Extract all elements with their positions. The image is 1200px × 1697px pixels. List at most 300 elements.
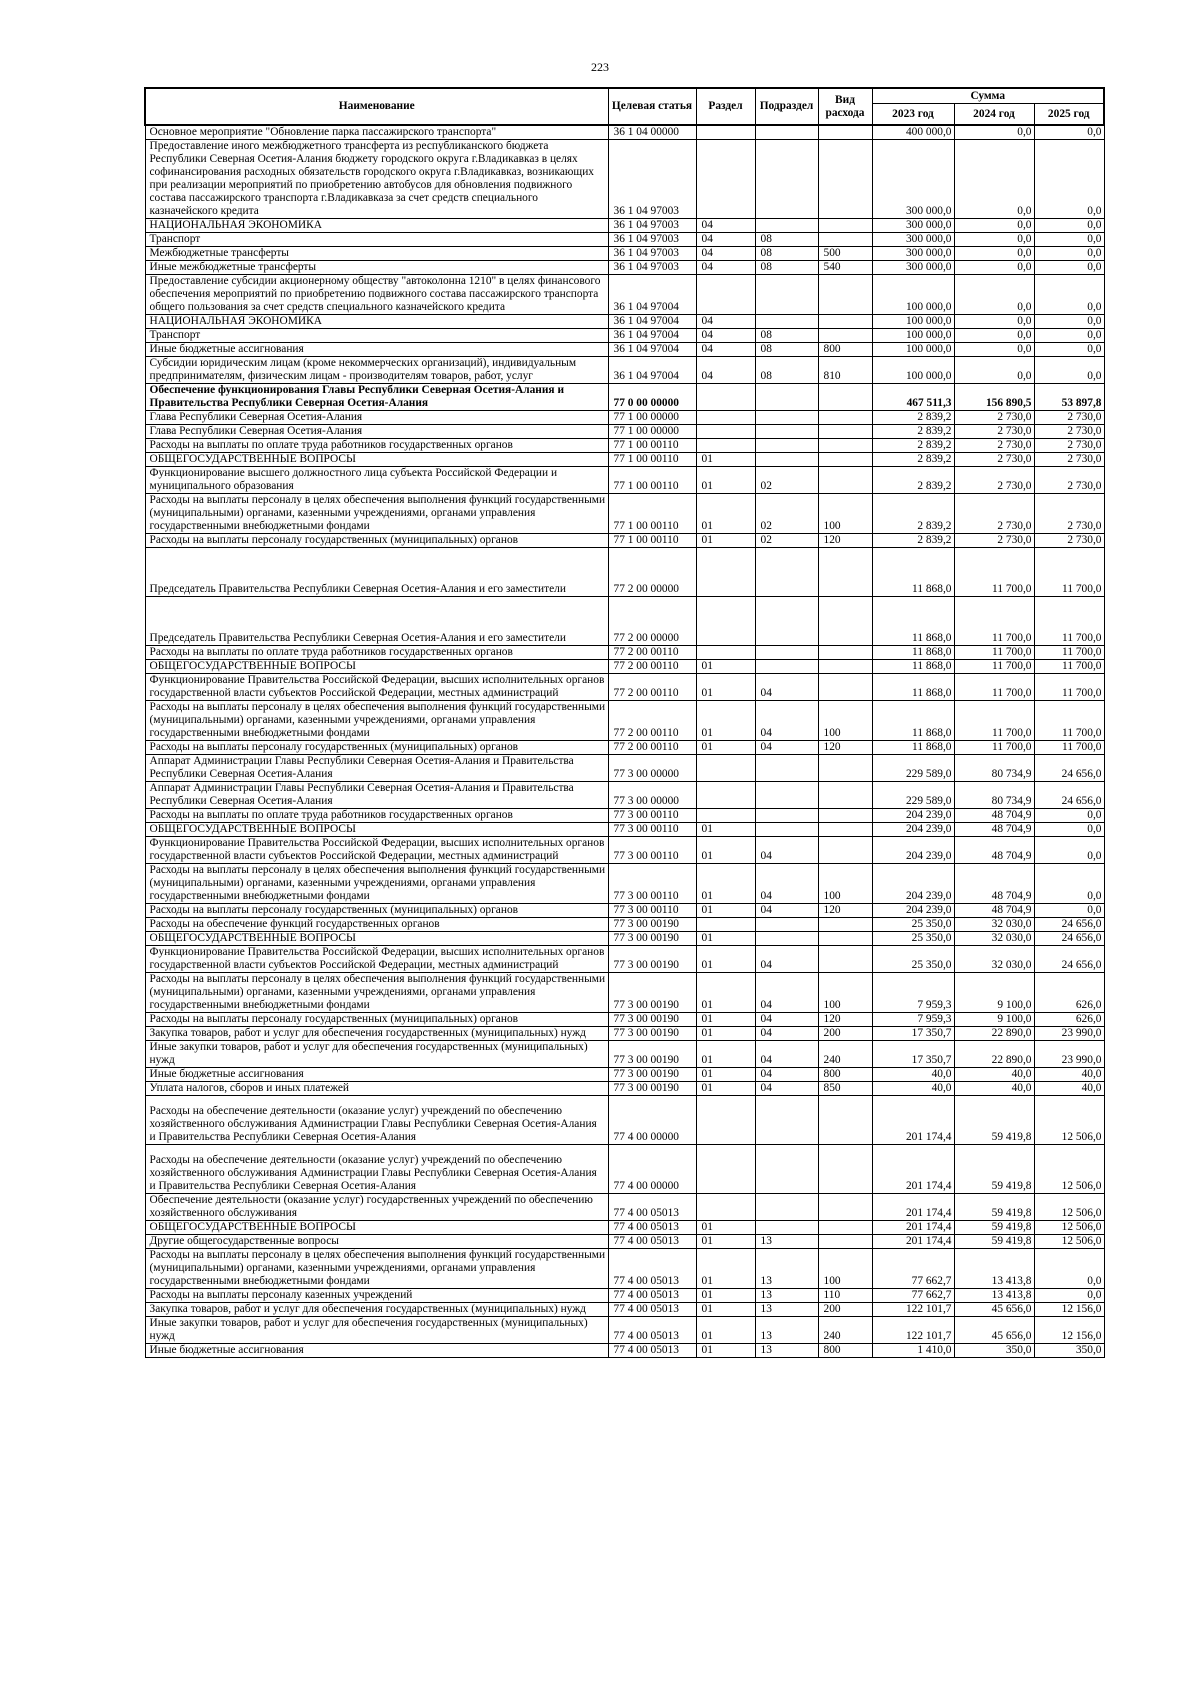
- amount-2023: 300 000,0: [872, 247, 954, 261]
- expense-type-code: [818, 946, 872, 973]
- section-code: 01: [696, 1041, 755, 1068]
- amount-2024: 11 700,0: [954, 597, 1034, 646]
- row-name: Иные закупки товаров, работ и услуг для обеспечения государственных (муниципальных) нужд: [145, 1041, 608, 1068]
- expense-type-code: 120: [818, 534, 872, 548]
- table-row: [145, 315, 1104, 329]
- subsection-code: [755, 1145, 818, 1194]
- amount-2025: 53 897,8: [1034, 384, 1104, 411]
- section-code: [696, 597, 755, 646]
- table-row: [145, 548, 1104, 597]
- table-row: [145, 1235, 1104, 1249]
- target-code: 77 2 00 00110: [608, 701, 696, 741]
- subsection-code: [755, 548, 818, 597]
- amount-2023: 201 174,4: [872, 1221, 954, 1235]
- amount-2025: 2 730,0: [1034, 411, 1104, 425]
- table-row: [145, 467, 1104, 494]
- table-row: [145, 1344, 1104, 1358]
- amount-2023: 2 839,2: [872, 439, 954, 453]
- amount-2025: 626,0: [1034, 1013, 1104, 1027]
- amount-2024: 48 704,9: [954, 864, 1034, 904]
- expense-type-code: [818, 233, 872, 247]
- table-row: [145, 140, 1104, 219]
- table-row: [145, 701, 1104, 741]
- target-code: 77 2 00 00110: [608, 674, 696, 701]
- expense-type-code: [818, 823, 872, 837]
- expense-type-code: [818, 439, 872, 453]
- amount-2023: 40,0: [872, 1082, 954, 1096]
- row-name: Закупка товаров, работ и услуг для обеспечения государственных (муниципальных) нужд: [145, 1027, 608, 1041]
- section-code: 01: [696, 1027, 755, 1041]
- amount-2024: 22 890,0: [954, 1027, 1034, 1041]
- amount-2025: 12 506,0: [1034, 1145, 1104, 1194]
- table-row: [145, 918, 1104, 932]
- table-row: [145, 660, 1104, 674]
- row-name: Функционирование Правительства Российской Федерации, высших исполнительных органов государственной власти субъектов Российской Федерации, местных администраций: [145, 946, 608, 973]
- row-name: Обеспечение функционирования Главы Республики Северная Осетия-Алания и Правительства Республики Северная Осетия-Алания: [145, 384, 608, 411]
- target-code: 77 3 00 00190: [608, 1027, 696, 1041]
- expense-type-code: [818, 140, 872, 219]
- expense-type-code: 100: [818, 494, 872, 534]
- row-name: Расходы на обеспечение функций государственных органов: [145, 918, 608, 932]
- row-name: Расходы на выплаты персоналу в целях обеспечения выполнения функций государственными (муниципальными) органами, казенными учреждениями, органами управления государственными внебюджетными фондами: [145, 494, 608, 534]
- amount-2024: 59 419,8: [954, 1221, 1034, 1235]
- table-row: [145, 275, 1104, 315]
- amount-2025: 11 700,0: [1034, 660, 1104, 674]
- amount-2024: 2 730,0: [954, 439, 1034, 453]
- target-code: 77 4 00 00000: [608, 1145, 696, 1194]
- amount-2025: 2 730,0: [1034, 534, 1104, 548]
- amount-2023: 11 868,0: [872, 548, 954, 597]
- subsection-code: [755, 918, 818, 932]
- target-code: 77 4 00 05013: [608, 1303, 696, 1317]
- expense-type-code: [818, 1194, 872, 1221]
- expense-type-code: [818, 1235, 872, 1249]
- table-row: [145, 411, 1104, 425]
- amount-2024: 0,0: [954, 343, 1034, 357]
- table-row: [145, 125, 1104, 140]
- row-name: Аппарат Администрации Главы Республики Северная Осетия-Алания и Правительства Республики Северная Осетия-Алания: [145, 755, 608, 782]
- section-code: [696, 1194, 755, 1221]
- row-name: Расходы на выплаты персоналу государственных (муниципальных) органов: [145, 1013, 608, 1027]
- amount-2024: 0,0: [954, 140, 1034, 219]
- amount-2023: 122 101,7: [872, 1317, 954, 1344]
- amount-2025: 0,0: [1034, 219, 1104, 233]
- amount-2024: 9 100,0: [954, 1013, 1034, 1027]
- expense-type-code: 850: [818, 1082, 872, 1096]
- target-code: 77 2 00 00000: [608, 597, 696, 646]
- amount-2023: 11 868,0: [872, 674, 954, 701]
- amount-2023: 100 000,0: [872, 343, 954, 357]
- section-code: [696, 125, 755, 140]
- target-code: 77 3 00 00000: [608, 782, 696, 809]
- section-code: 01: [696, 1221, 755, 1235]
- amount-2023: 201 174,4: [872, 1096, 954, 1145]
- row-name: Расходы на выплаты персоналу в целях обеспечения выполнения функций государственными (муниципальными) органами, казенными учреждениями, органами управления государственными внебюджетными фондами: [145, 973, 608, 1013]
- row-name: ОБЩЕГОСУДАРСТВЕННЫЕ ВОПРОСЫ: [145, 823, 608, 837]
- amount-2024: 2 730,0: [954, 467, 1034, 494]
- amount-2024: 45 656,0: [954, 1303, 1034, 1317]
- amount-2025: 11 700,0: [1034, 597, 1104, 646]
- amount-2025: 0,0: [1034, 823, 1104, 837]
- subsection-code: 04: [755, 1041, 818, 1068]
- target-code: 77 3 00 00190: [608, 918, 696, 932]
- target-code: 77 4 00 05013: [608, 1344, 696, 1358]
- subsection-code: [755, 1221, 818, 1235]
- section-code: 01: [696, 741, 755, 755]
- amount-2023: 100 000,0: [872, 329, 954, 343]
- amount-2024: 11 700,0: [954, 701, 1034, 741]
- amount-2024: 156 890,5: [954, 384, 1034, 411]
- expense-type-code: [818, 755, 872, 782]
- amount-2025: 24 656,0: [1034, 946, 1104, 973]
- section-code: [696, 809, 755, 823]
- table-row: [145, 1027, 1104, 1041]
- row-name: Расходы на выплаты персоналу казенных учреждений: [145, 1289, 608, 1303]
- table-row: [145, 646, 1104, 660]
- amount-2025: 0,0: [1034, 864, 1104, 904]
- section-code: 04: [696, 329, 755, 343]
- target-code: 77 4 00 05013: [608, 1235, 696, 1249]
- target-code: 77 1 00 00000: [608, 411, 696, 425]
- amount-2023: 11 868,0: [872, 701, 954, 741]
- row-name: ОБЩЕГОСУДАРСТВЕННЫЕ ВОПРОСЫ: [145, 932, 608, 946]
- amount-2025: 24 656,0: [1034, 918, 1104, 932]
- amount-2024: 0,0: [954, 315, 1034, 329]
- expense-type-code: 500: [818, 247, 872, 261]
- subsection-code: 13: [755, 1344, 818, 1358]
- amount-2024: 0,0: [954, 357, 1034, 384]
- table-row: [145, 534, 1104, 548]
- amount-2023: 229 589,0: [872, 755, 954, 782]
- subsection-code: [755, 597, 818, 646]
- target-code: 77 1 00 00110: [608, 453, 696, 467]
- amount-2025: 11 700,0: [1034, 548, 1104, 597]
- section-code: 04: [696, 343, 755, 357]
- table-row: [145, 425, 1104, 439]
- section-code: 04: [696, 315, 755, 329]
- amount-2023: 2 839,2: [872, 534, 954, 548]
- section-code: 01: [696, 534, 755, 548]
- subsection-code: [755, 315, 818, 329]
- row-name: Предоставление иного межбюджетного трансферта из республиканского бюджета Республики Северная Осетия-Алания бюджету городского округа г.Владикавказ в целях софинансирования расходных обязательств городского округа г.Владикавказ, возникающих при реализации мероприятий по приобретению автобусов для обновления подвижного состава пассажирского транспорта г.Владикавказа за счет средств специального казначейского кредита: [145, 140, 608, 219]
- row-name: Уплата налогов, сборов и иных платежей: [145, 1082, 608, 1096]
- section-code: 01: [696, 1303, 755, 1317]
- expense-type-code: [818, 548, 872, 597]
- section-code: 01: [696, 674, 755, 701]
- row-name: Другие общегосударственные вопросы: [145, 1235, 608, 1249]
- subsection-code: [755, 755, 818, 782]
- amount-2023: 11 868,0: [872, 597, 954, 646]
- table-row: [145, 329, 1104, 343]
- amount-2025: 40,0: [1034, 1068, 1104, 1082]
- target-code: 77 0 00 00000: [608, 384, 696, 411]
- table-row: [145, 1145, 1104, 1194]
- target-code: 77 3 00 00000: [608, 755, 696, 782]
- amount-2023: 300 000,0: [872, 261, 954, 275]
- amount-2025: 626,0: [1034, 973, 1104, 1013]
- expense-type-code: [818, 125, 872, 140]
- subsection-code: 02: [755, 494, 818, 534]
- subsection-code: [755, 1096, 818, 1145]
- target-code: 77 2 00 00110: [608, 646, 696, 660]
- subsection-code: 04: [755, 973, 818, 1013]
- subsection-code: 04: [755, 1013, 818, 1027]
- amount-2024: 11 700,0: [954, 548, 1034, 597]
- table-row: [145, 1317, 1104, 1344]
- row-name: Расходы на выплаты персоналу государственных (муниципальных) органов: [145, 534, 608, 548]
- expense-type-code: 240: [818, 1317, 872, 1344]
- row-name: Расходы на выплаты персоналу в целях обеспечения выполнения функций государственными (муниципальными) органами, казенными учреждениями, органами управления государственными внебюджетными фондами: [145, 864, 608, 904]
- target-code: 36 1 04 97003: [608, 233, 696, 247]
- expense-type-code: [818, 329, 872, 343]
- amount-2024: 45 656,0: [954, 1317, 1034, 1344]
- section-code: 04: [696, 261, 755, 275]
- amount-2024: 0,0: [954, 125, 1034, 140]
- table-row: [145, 809, 1104, 823]
- subsection-code: [755, 809, 818, 823]
- row-name: Расходы на выплаты персоналу в целях обеспечения выполнения функций государственными (муниципальными) органами, казенными учреждениями, органами управления государственными внебюджетными фондами: [145, 1249, 608, 1289]
- section-code: 01: [696, 973, 755, 1013]
- row-name: Предоставление субсидии акционерному обществу "автоколонна 1210" в целях финансового обеспечения мероприятий по приобретению подвижного состава пассажирского транспорта общего пользования за счет средств специального казначейского кредита: [145, 275, 608, 315]
- section-code: [696, 548, 755, 597]
- amount-2023: 400 000,0: [872, 125, 954, 140]
- amount-2025: 12 506,0: [1034, 1096, 1104, 1145]
- row-name: ОБЩЕГОСУДАРСТВЕННЫЕ ВОПРОСЫ: [145, 660, 608, 674]
- target-code: 36 1 04 97003: [608, 247, 696, 261]
- amount-2025: 11 700,0: [1034, 674, 1104, 701]
- amount-2025: 11 700,0: [1034, 701, 1104, 741]
- amount-2025: 350,0: [1034, 1344, 1104, 1358]
- section-code: 01: [696, 904, 755, 918]
- expense-type-code: [818, 837, 872, 864]
- expense-type-code: 800: [818, 1344, 872, 1358]
- section-code: 04: [696, 357, 755, 384]
- section-code: [696, 140, 755, 219]
- table-row: [145, 233, 1104, 247]
- amount-2024: 2 730,0: [954, 411, 1034, 425]
- header-2023: 2023 год: [872, 104, 954, 126]
- amount-2023: 467 511,3: [872, 384, 954, 411]
- table-row: [145, 755, 1104, 782]
- subsection-code: [755, 411, 818, 425]
- amount-2024: 80 734,9: [954, 755, 1034, 782]
- subsection-code: 08: [755, 261, 818, 275]
- expense-type-code: 100: [818, 1249, 872, 1289]
- subsection-code: 04: [755, 701, 818, 741]
- expense-type-code: [818, 674, 872, 701]
- amount-2023: 17 350,7: [872, 1027, 954, 1041]
- target-code: 36 1 04 97004: [608, 275, 696, 315]
- expense-type-code: [818, 275, 872, 315]
- table-row: [145, 597, 1104, 646]
- section-code: [696, 782, 755, 809]
- target-code: 77 3 00 00190: [608, 932, 696, 946]
- amount-2025: 0,0: [1034, 125, 1104, 140]
- subsection-code: [755, 782, 818, 809]
- amount-2023: 17 350,7: [872, 1041, 954, 1068]
- target-code: 77 3 00 00190: [608, 1013, 696, 1027]
- row-name: Аппарат Администрации Главы Республики Северная Осетия-Алания и Правительства Республики Северная Осетия-Алания: [145, 782, 608, 809]
- table-row: [145, 864, 1104, 904]
- section-code: 01: [696, 1249, 755, 1289]
- section-code: 01: [696, 453, 755, 467]
- budget-table: [144, 87, 1105, 1358]
- expense-type-code: [818, 1221, 872, 1235]
- amount-2023: 2 839,2: [872, 425, 954, 439]
- subsection-code: 08: [755, 357, 818, 384]
- section-code: 01: [696, 1289, 755, 1303]
- amount-2024: 2 730,0: [954, 453, 1034, 467]
- amount-2025: 11 700,0: [1034, 741, 1104, 755]
- amount-2025: 24 656,0: [1034, 932, 1104, 946]
- amount-2024: 2 730,0: [954, 494, 1034, 534]
- amount-2025: 24 656,0: [1034, 755, 1104, 782]
- header-2025: 2025 год: [1034, 104, 1104, 126]
- subsection-code: 13: [755, 1235, 818, 1249]
- row-name: Иные бюджетные ассигнования: [145, 1068, 608, 1082]
- table-row: [145, 932, 1104, 946]
- row-name: Расходы на выплаты персоналу государственных (муниципальных) органов: [145, 741, 608, 755]
- expense-type-code: [818, 809, 872, 823]
- subsection-code: [755, 646, 818, 660]
- amount-2023: 11 868,0: [872, 646, 954, 660]
- amount-2023: 204 239,0: [872, 823, 954, 837]
- subsection-code: 13: [755, 1249, 818, 1289]
- target-code: 77 3 00 00110: [608, 809, 696, 823]
- amount-2024: 59 419,8: [954, 1194, 1034, 1221]
- amount-2023: 25 350,0: [872, 932, 954, 946]
- section-code: 01: [696, 467, 755, 494]
- table-row: [145, 1303, 1104, 1317]
- expense-type-code: [818, 425, 872, 439]
- target-code: 36 1 04 97003: [608, 219, 696, 233]
- subsection-code: [755, 125, 818, 140]
- table-body: [145, 125, 1104, 1358]
- expense-type-code: [818, 219, 872, 233]
- header-2024: 2024 год: [954, 104, 1034, 126]
- amount-2023: 204 239,0: [872, 904, 954, 918]
- amount-2025: 0,0: [1034, 343, 1104, 357]
- section-code: 01: [696, 823, 755, 837]
- amount-2023: 204 239,0: [872, 809, 954, 823]
- amount-2025: 0,0: [1034, 315, 1104, 329]
- target-code: 77 4 00 05013: [608, 1194, 696, 1221]
- section-code: [696, 411, 755, 425]
- section-code: [696, 425, 755, 439]
- row-name: Транспорт: [145, 233, 608, 247]
- row-name: Председатель Правительства Республики Северная Осетия-Алания и его заместители: [145, 548, 608, 597]
- row-name: Транспорт: [145, 329, 608, 343]
- amount-2025: 12 506,0: [1034, 1221, 1104, 1235]
- subsection-code: 04: [755, 1082, 818, 1096]
- section-code: 01: [696, 1082, 755, 1096]
- row-name: Закупка товаров, работ и услуг для обеспечения государственных (муниципальных) нужд: [145, 1303, 608, 1317]
- amount-2023: 300 000,0: [872, 219, 954, 233]
- section-code: 01: [696, 1317, 755, 1344]
- expense-type-code: [818, 467, 872, 494]
- amount-2024: 11 700,0: [954, 674, 1034, 701]
- amount-2024: 59 419,8: [954, 1096, 1034, 1145]
- table-row: [145, 1096, 1104, 1145]
- target-code: 77 3 00 00110: [608, 904, 696, 918]
- section-code: [696, 646, 755, 660]
- target-code: 36 1 04 00000: [608, 125, 696, 140]
- row-name: Расходы на выплаты персоналу в целях обеспечения выполнения функций государственными (муниципальными) органами, казенными учреждениями, органами управления государственными внебюджетными фондами: [145, 701, 608, 741]
- amount-2023: 300 000,0: [872, 140, 954, 219]
- target-code: 77 3 00 00110: [608, 823, 696, 837]
- amount-2023: 2 839,2: [872, 494, 954, 534]
- table-row: [145, 782, 1104, 809]
- header-section: Раздел: [696, 88, 755, 125]
- amount-2023: 201 174,4: [872, 1194, 954, 1221]
- amount-2025: 2 730,0: [1034, 439, 1104, 453]
- amount-2023: 122 101,7: [872, 1303, 954, 1317]
- amount-2025: 2 730,0: [1034, 467, 1104, 494]
- target-code: 36 1 04 97004: [608, 357, 696, 384]
- expense-type-code: 800: [818, 1068, 872, 1082]
- section-code: 01: [696, 660, 755, 674]
- amount-2024: 0,0: [954, 219, 1034, 233]
- target-code: 77 3 00 00110: [608, 864, 696, 904]
- table-row: [145, 946, 1104, 973]
- section-code: 01: [696, 1235, 755, 1249]
- expense-type-code: 200: [818, 1027, 872, 1041]
- row-name: НАЦИОНАЛЬНАЯ ЭКОНОМИКА: [145, 315, 608, 329]
- section-code: 01: [696, 932, 755, 946]
- target-code: 77 3 00 00190: [608, 1068, 696, 1082]
- target-code: 77 1 00 00110: [608, 467, 696, 494]
- row-name: ОБЩЕГОСУДАРСТВЕННЫЕ ВОПРОСЫ: [145, 1221, 608, 1235]
- target-code: 77 1 00 00110: [608, 439, 696, 453]
- amount-2024: 48 704,9: [954, 904, 1034, 918]
- expense-type-code: [818, 411, 872, 425]
- amount-2023: 204 239,0: [872, 837, 954, 864]
- amount-2024: 0,0: [954, 247, 1034, 261]
- amount-2024: 48 704,9: [954, 837, 1034, 864]
- row-name: Расходы на выплаты по оплате труда работников государственных органов: [145, 439, 608, 453]
- subsection-code: 02: [755, 467, 818, 494]
- subsection-code: [755, 932, 818, 946]
- amount-2023: 11 868,0: [872, 741, 954, 755]
- amount-2025: 12 156,0: [1034, 1303, 1104, 1317]
- row-name: Иные бюджетные ассигнования: [145, 1344, 608, 1358]
- expense-type-code: [818, 453, 872, 467]
- row-name: Расходы на обеспечение деятельности (оказание услуг) учреждений по обеспечению хозяйственного обслуживания Администрации Главы Республики Северная Осетия-Алания и Правительства Республики Северная Осетия-Алания: [145, 1096, 608, 1145]
- subsection-code: 13: [755, 1289, 818, 1303]
- table-row: [145, 247, 1104, 261]
- amount-2023: 2 839,2: [872, 467, 954, 494]
- table-row: [145, 1249, 1104, 1289]
- amount-2025: 40,0: [1034, 1082, 1104, 1096]
- subsection-code: 13: [755, 1303, 818, 1317]
- section-code: [696, 439, 755, 453]
- row-name: Основное мероприятие "Обновление парка пассажирского транспорта": [145, 125, 608, 140]
- row-name: Иные бюджетные ассигнования: [145, 343, 608, 357]
- table-row: [145, 453, 1104, 467]
- table-row: [145, 439, 1104, 453]
- row-name: Функционирование Правительства Российской Федерации, высших исполнительных органов государственной власти субъектов Российской Федерации, местных администраций: [145, 837, 608, 864]
- row-name: ОБЩЕГОСУДАРСТВЕННЫЕ ВОПРОСЫ: [145, 453, 608, 467]
- table-row: [145, 343, 1104, 357]
- target-code: 77 1 00 00000: [608, 425, 696, 439]
- amount-2023: 77 662,7: [872, 1249, 954, 1289]
- amount-2023: 40,0: [872, 1068, 954, 1082]
- row-name: Глава Республики Северная Осетия-Алания: [145, 425, 608, 439]
- table-row: [145, 384, 1104, 411]
- amount-2023: 25 350,0: [872, 918, 954, 932]
- target-code: 36 1 04 97004: [608, 329, 696, 343]
- expense-type-code: 200: [818, 1303, 872, 1317]
